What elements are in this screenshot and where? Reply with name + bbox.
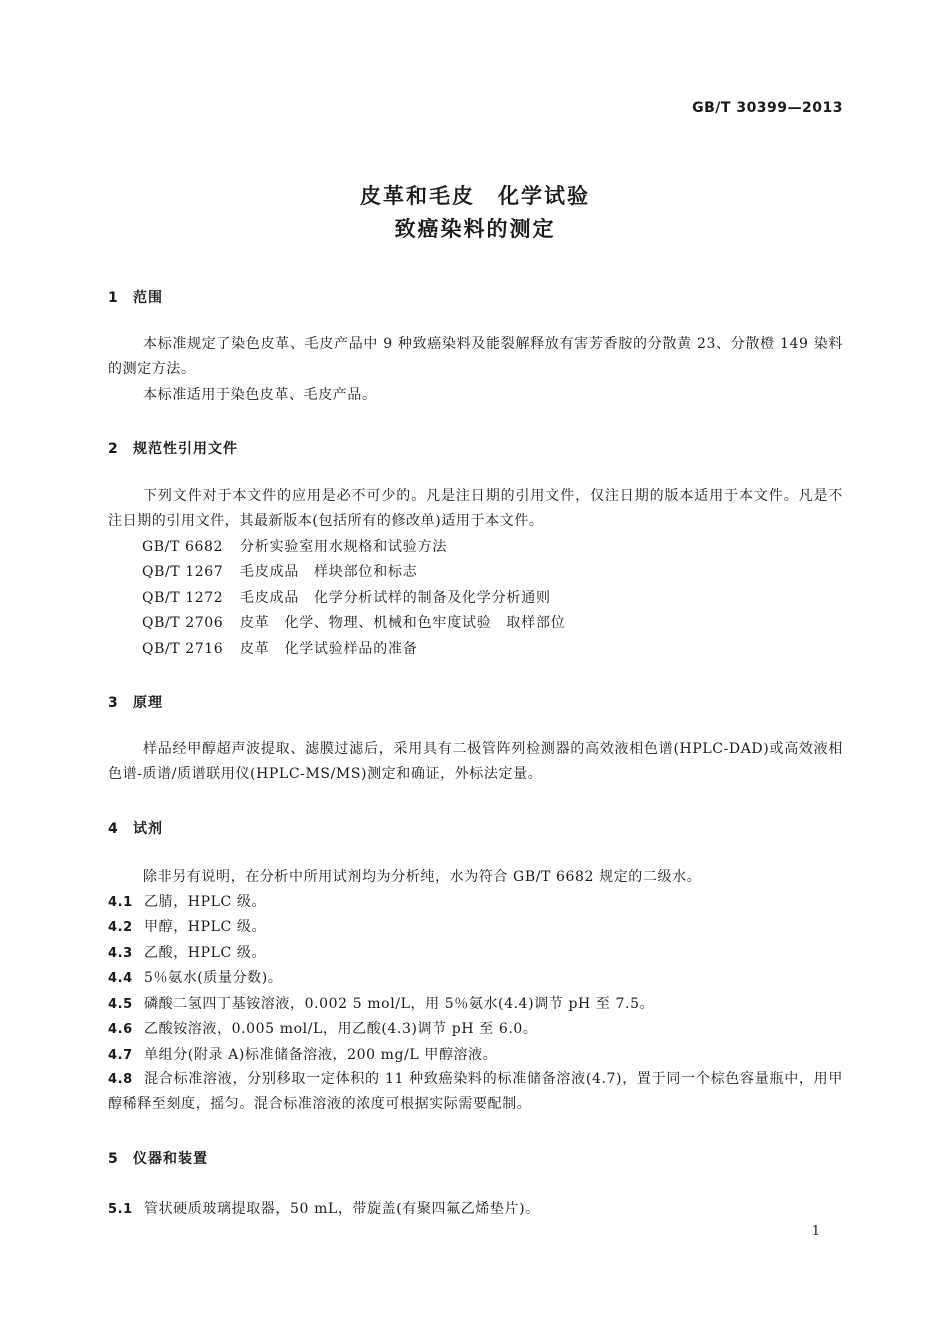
document-title-line2: 致癌染料的测定 — [394, 217, 556, 241]
list-item — [108, 1044, 497, 1064]
item-number: 4.5 — [108, 997, 133, 1012]
section-title: 试剂 — [133, 821, 163, 837]
reference-code: QB/T 1267 — [142, 564, 224, 580]
section-heading-5 — [108, 1148, 208, 1168]
paragraph: 除非另有说明，在分析中所用试剂均为分析纯，水为符合 GB/T 6682 规定的二级水。 — [143, 869, 702, 885]
section-title: 范围 — [133, 290, 163, 306]
reference-name: 分析实验室用水规格和试验方法 — [240, 539, 448, 555]
item-number: 4.6 — [108, 1022, 133, 1037]
item-number: 4.7 — [108, 1048, 133, 1063]
list-item — [108, 1198, 540, 1218]
section-number: 2 — [108, 441, 119, 457]
reference-name: 毛皮成品 样块部位和标志 — [240, 564, 418, 580]
section-heading-1 — [108, 287, 163, 307]
item-text: 单组分(附录 A)标准储备溶液，200 mg/L 甲醇溶液。 — [144, 1047, 498, 1063]
paragraph: 下列文件对于本文件的应用是必不可少的。凡是注日期的引用文件，仅注日期的版本适用于本文件。凡是不注日期的引用文件，其最新版本(包括所有的修改单)适用于本文件。 — [108, 488, 843, 529]
list-item — [108, 891, 266, 911]
item-text: 5％氨水(质量分数)。 — [144, 970, 283, 986]
reference-code: QB/T 2716 — [142, 641, 224, 657]
paragraph: 样品经甲醇超声波提取、滤膜过滤后，采用具有二极管阵列检测器的高效液相色谱(HPLC-DAD)或高效液相色谱-质谱/质谱联用仪(HPLC-MS/MS)测定和确证，外标法定量。 — [108, 741, 843, 782]
section-heading-2 — [108, 438, 238, 458]
paragraph: 本标准规定了染色皮革、毛皮产品中 9 种致癌染料及能裂解释放有害芳香胺的分散黄 23、分散橙 149 染料的测定方法。 — [108, 336, 843, 377]
list-item — [108, 916, 266, 936]
section-number: 5 — [108, 1151, 119, 1167]
item-number: 4.8 — [108, 1072, 133, 1087]
reference-item — [142, 561, 418, 581]
reference-item — [142, 638, 418, 658]
section-title: 仪器和装置 — [133, 1151, 208, 1167]
item-text: 乙酸铵溶液，0.005 mol/L，用乙酸(4.3)调节 pH 至 6.0。 — [144, 1021, 538, 1037]
item-number: 4.4 — [108, 971, 133, 986]
item-text: 乙腈，HPLC 级。 — [144, 894, 267, 910]
item-number: 5.1 — [108, 1202, 133, 1217]
reference-item — [142, 536, 447, 556]
reference-code: QB/T 2706 — [142, 615, 224, 631]
list-item — [108, 967, 282, 987]
item-text: 甲醇，HPLC 级。 — [144, 919, 267, 935]
section-heading-3 — [108, 692, 163, 712]
list-item — [108, 993, 654, 1013]
reference-item — [142, 612, 566, 632]
section-title: 原理 — [133, 695, 163, 711]
paragraph: 本标准适用于染色皮革、毛皮产品。 — [143, 387, 377, 403]
item-text: 乙酸，HPLC 级。 — [144, 945, 267, 961]
item-text: 混合标准溶液，分别移取一定体积的 11 种致癌染料的标准储备溶液(4.7)，置于同一个棕色容量瓶中，用甲醇稀释至刻度，摇匀。混合标准溶液的浓度可根据实际需要配制。 — [108, 1071, 843, 1112]
item-text: 管状硬质玻璃提取器，50 mL，带旋盖(有聚四氟乙烯垫片)。 — [144, 1201, 540, 1217]
reference-code: GB/T 6682 — [142, 539, 224, 555]
list-item — [108, 1067, 843, 1117]
item-number: 4.2 — [108, 920, 133, 935]
reference-name: 皮革 化学、物理、机械和色牢度试验 取样部位 — [240, 615, 566, 631]
section-number: 1 — [108, 290, 119, 306]
reference-name: 毛皮成品 化学分析试样的制备及化学分析通则 — [240, 590, 551, 606]
section-number: 3 — [108, 695, 119, 711]
item-number: 4.1 — [108, 895, 133, 910]
reference-item — [142, 587, 551, 607]
list-item — [108, 1018, 538, 1038]
item-number: 4.3 — [108, 946, 133, 961]
reference-name: 皮革 化学试验样品的准备 — [240, 641, 418, 657]
section-heading-4 — [108, 818, 163, 838]
page-number: 1 — [811, 1224, 820, 1239]
reference-code: QB/T 1272 — [142, 590, 224, 606]
list-item — [108, 942, 266, 962]
standard-number: GB/T 30399—2013 — [692, 100, 843, 116]
section-number: 4 — [108, 821, 119, 837]
document-title-line1: 皮革和毛皮 化学试验 — [360, 184, 590, 208]
item-text: 磷酸二氢四丁基铵溶液，0.002 5 mol/L，用 5％氨水(4.4)调节 pH 至 7.5。 — [144, 996, 655, 1012]
section-title: 规范性引用文件 — [133, 441, 238, 457]
